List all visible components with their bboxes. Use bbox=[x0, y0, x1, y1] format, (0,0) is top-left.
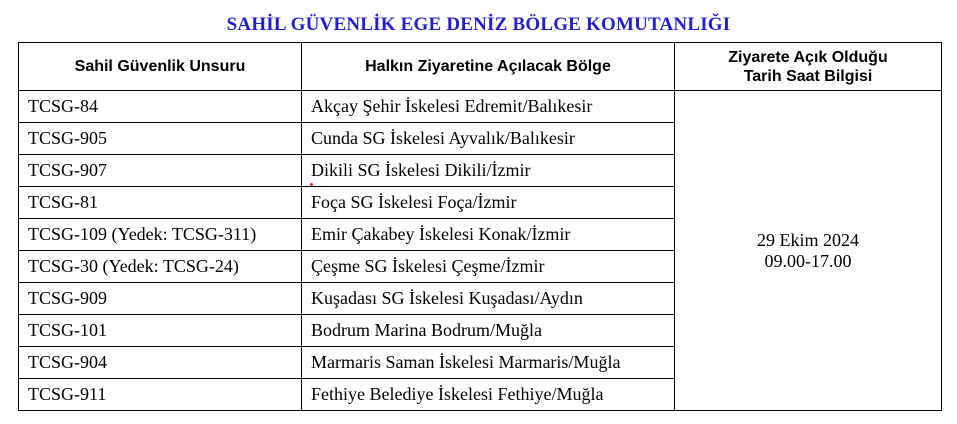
location-cell: Emir Çakabey İskelesi Konak/İzmir bbox=[302, 219, 675, 251]
unit-cell: TCSG-81 bbox=[19, 187, 302, 219]
visit-datetime-cell bbox=[675, 91, 942, 411]
unit-cell: TCSG-911 bbox=[19, 379, 302, 411]
unit-cell: TCSG-905 bbox=[19, 123, 302, 155]
table-header-row bbox=[19, 43, 942, 91]
table-row bbox=[19, 91, 942, 123]
unit-cell: TCSG-101 bbox=[19, 315, 302, 347]
header-datetime bbox=[675, 43, 942, 91]
unit-cell: TCSG-909 bbox=[19, 283, 302, 315]
unit-cell: TCSG-907 bbox=[19, 155, 302, 187]
header-unit: Sahil Güvenlik Unsuru bbox=[19, 43, 302, 91]
location-cell: Foça SG İskelesi Foça/İzmir bbox=[302, 187, 675, 219]
location-cell: Dikili SG İskelesi Dikili/İzmir bbox=[302, 155, 675, 187]
header-region: Halkın Ziyaretine Açılacak Bölge bbox=[302, 43, 675, 91]
location-cell: Bodrum Marina Bodrum/Muğla bbox=[302, 315, 675, 347]
location-cell: Çeşme SG İskelesi Çeşme/İzmir bbox=[302, 251, 675, 283]
header-datetime-line2: Tarih Saat Bilgisi bbox=[743, 67, 873, 85]
location-cell: Kuşadası SG İskelesi Kuşadası/Aydın bbox=[302, 283, 675, 315]
location-cell: Cunda SG İskelesi Ayvalık/Balıkesir bbox=[302, 123, 675, 155]
unit-cell: TCSG-84 bbox=[19, 91, 302, 123]
cursor-marker bbox=[310, 183, 313, 186]
location-cell: Akçay Şehir İskelesi Edremit/Balıkesir bbox=[302, 91, 675, 123]
visit-time: 09.00-17.00 bbox=[764, 250, 852, 271]
unit-cell: TCSG-904 bbox=[19, 347, 302, 379]
header-datetime-line1: Ziyarete Açık Olduğu bbox=[728, 48, 888, 66]
page-title: SAHİL GÜVENLİK EGE DENİZ BÖLGE KOMUTANLIĞI bbox=[226, 14, 731, 35]
location-cell: Marmaris Saman İskelesi Marmaris/Muğla bbox=[302, 347, 675, 379]
visit-date: 29 Ekim 2024 bbox=[757, 229, 859, 250]
visit-schedule-table bbox=[18, 42, 942, 411]
unit-cell: TCSG-109 (Yedek: TCSG-311) bbox=[19, 219, 302, 251]
unit-cell: TCSG-30 (Yedek: TCSG-24) bbox=[19, 251, 302, 283]
location-cell: Fethiye Belediye İskelesi Fethiye/Muğla bbox=[302, 379, 675, 411]
